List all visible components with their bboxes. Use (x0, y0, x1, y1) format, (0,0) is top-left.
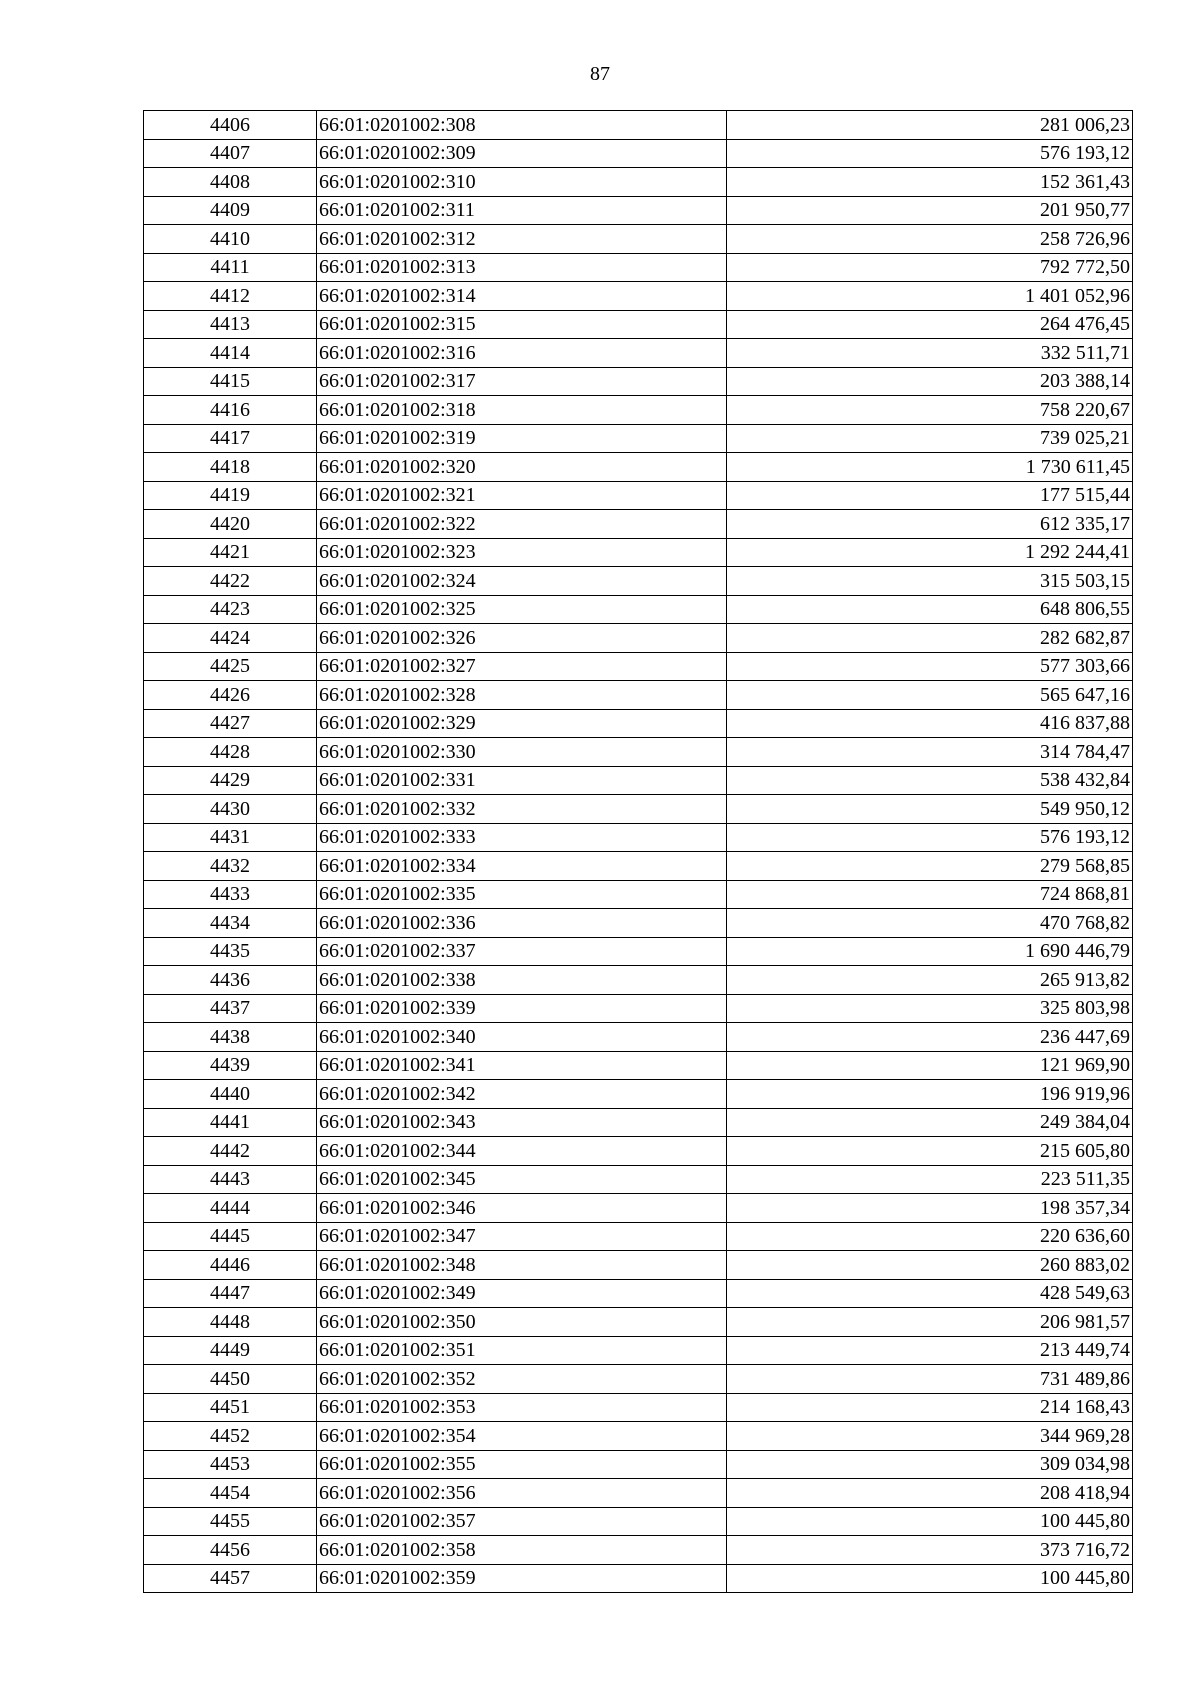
cadastral-value-cell: 1 401 052,96 (727, 282, 1133, 311)
cadastral-number-cell: 66:01:0201002:342 (317, 1080, 727, 1109)
row-number-cell: 4445 (144, 1222, 317, 1251)
cadastral-value-cell: 373 716,72 (727, 1536, 1133, 1565)
table-row (144, 1108, 1133, 1137)
row-number-cell: 4436 (144, 966, 317, 995)
row-number-cell: 4414 (144, 339, 317, 368)
cadastral-value-cell: 538 432,84 (727, 766, 1133, 795)
cadastral-value-cell: 223 511,35 (727, 1165, 1133, 1194)
row-number-cell: 4407 (144, 139, 317, 168)
cadastral-value-cell: 565 647,16 (727, 681, 1133, 710)
cadastral-number-cell: 66:01:0201002:356 (317, 1479, 727, 1508)
row-number-cell: 4411 (144, 253, 317, 282)
row-number-cell: 4442 (144, 1137, 317, 1166)
row-number-cell: 4455 (144, 1507, 317, 1536)
row-number-cell: 4408 (144, 168, 317, 197)
cadastral-value-cell: 206 981,57 (727, 1308, 1133, 1337)
cadastral-number-cell: 66:01:0201002:317 (317, 367, 727, 396)
registry-table (143, 110, 1133, 1593)
row-number-cell: 4406 (144, 111, 317, 140)
table-row (144, 1222, 1133, 1251)
cadastral-number-cell: 66:01:0201002:312 (317, 225, 727, 254)
table-row (144, 453, 1133, 482)
table-row (144, 253, 1133, 282)
cadastral-number-cell: 66:01:0201002:315 (317, 310, 727, 339)
row-number-cell: 4421 (144, 538, 317, 567)
row-number-cell: 4453 (144, 1450, 317, 1479)
cadastral-number-cell: 66:01:0201002:351 (317, 1336, 727, 1365)
cadastral-value-cell: 220 636,60 (727, 1222, 1133, 1251)
table-row (144, 880, 1133, 909)
row-number-cell: 4441 (144, 1108, 317, 1137)
cadastral-value-cell: 264 476,45 (727, 310, 1133, 339)
row-number-cell: 4410 (144, 225, 317, 254)
row-number-cell: 4447 (144, 1279, 317, 1308)
cadastral-number-cell: 66:01:0201002:358 (317, 1536, 727, 1565)
row-number-cell: 4433 (144, 880, 317, 909)
row-number-cell: 4434 (144, 909, 317, 938)
table-row (144, 1450, 1133, 1479)
table-row (144, 595, 1133, 624)
registry-table-body (144, 111, 1133, 1593)
cadastral-value-cell: 612 335,17 (727, 510, 1133, 539)
row-number-cell: 4437 (144, 994, 317, 1023)
table-row (144, 367, 1133, 396)
row-number-cell: 4448 (144, 1308, 317, 1337)
row-number-cell: 4427 (144, 709, 317, 738)
row-number-cell: 4419 (144, 481, 317, 510)
row-number-cell: 4423 (144, 595, 317, 624)
cadastral-number-cell: 66:01:0201002:352 (317, 1365, 727, 1394)
table-row (144, 937, 1133, 966)
cadastral-value-cell: 344 969,28 (727, 1422, 1133, 1451)
row-number-cell: 4424 (144, 624, 317, 653)
cadastral-value-cell: 470 768,82 (727, 909, 1133, 938)
cadastral-number-cell: 66:01:0201002:349 (317, 1279, 727, 1308)
table-row (144, 994, 1133, 1023)
cadastral-number-cell: 66:01:0201002:308 (317, 111, 727, 140)
cadastral-number-cell: 66:01:0201002:341 (317, 1051, 727, 1080)
cadastral-value-cell: 1 690 446,79 (727, 937, 1133, 966)
cadastral-number-cell: 66:01:0201002:347 (317, 1222, 727, 1251)
cadastral-number-cell: 66:01:0201002:325 (317, 595, 727, 624)
page-number: 87 (590, 63, 610, 85)
cadastral-value-cell: 258 726,96 (727, 225, 1133, 254)
table-row (144, 738, 1133, 767)
table-row (144, 339, 1133, 368)
cadastral-number-cell: 66:01:0201002:336 (317, 909, 727, 938)
cadastral-number-cell: 66:01:0201002:353 (317, 1393, 727, 1422)
table-row (144, 225, 1133, 254)
cadastral-value-cell: 428 549,63 (727, 1279, 1133, 1308)
cadastral-value-cell: 332 511,71 (727, 339, 1133, 368)
table-row (144, 196, 1133, 225)
table-row (144, 795, 1133, 824)
table-row (144, 1137, 1133, 1166)
row-number-cell: 4415 (144, 367, 317, 396)
row-number-cell: 4444 (144, 1194, 317, 1223)
table-row (144, 310, 1133, 339)
row-number-cell: 4443 (144, 1165, 317, 1194)
cadastral-value-cell: 731 489,86 (727, 1365, 1133, 1394)
row-number-cell: 4439 (144, 1051, 317, 1080)
row-number-cell: 4457 (144, 1564, 317, 1593)
cadastral-value-cell: 577 303,66 (727, 652, 1133, 681)
cadastral-value-cell: 260 883,02 (727, 1251, 1133, 1280)
cadastral-value-cell: 549 950,12 (727, 795, 1133, 824)
row-number-cell: 4435 (144, 937, 317, 966)
cadastral-value-cell: 265 913,82 (727, 966, 1133, 995)
cadastral-number-cell: 66:01:0201002:339 (317, 994, 727, 1023)
table-row (144, 1279, 1133, 1308)
table-row (144, 1479, 1133, 1508)
cadastral-number-cell: 66:01:0201002:333 (317, 823, 727, 852)
cadastral-number-cell: 66:01:0201002:354 (317, 1422, 727, 1451)
row-number-cell: 4440 (144, 1080, 317, 1109)
row-number-cell: 4430 (144, 795, 317, 824)
table-row (144, 909, 1133, 938)
cadastral-number-cell: 66:01:0201002:318 (317, 396, 727, 425)
cadastral-number-cell: 66:01:0201002:329 (317, 709, 727, 738)
row-number-cell: 4452 (144, 1422, 317, 1451)
cadastral-number-cell: 66:01:0201002:338 (317, 966, 727, 995)
table-row (144, 1080, 1133, 1109)
table-row (144, 424, 1133, 453)
cadastral-number-cell: 66:01:0201002:345 (317, 1165, 727, 1194)
cadastral-number-cell: 66:01:0201002:331 (317, 766, 727, 795)
cadastral-value-cell: 282 682,87 (727, 624, 1133, 653)
cadastral-value-cell: 739 025,21 (727, 424, 1133, 453)
cadastral-value-cell: 576 193,12 (727, 823, 1133, 852)
table-row (144, 168, 1133, 197)
table-row (144, 852, 1133, 881)
table-row (144, 481, 1133, 510)
row-number-cell: 4426 (144, 681, 317, 710)
cadastral-value-cell: 201 950,77 (727, 196, 1133, 225)
row-number-cell: 4456 (144, 1536, 317, 1565)
cadastral-number-cell: 66:01:0201002:311 (317, 196, 727, 225)
cadastral-number-cell: 66:01:0201002:322 (317, 510, 727, 539)
table-row (144, 139, 1133, 168)
row-number-cell: 4413 (144, 310, 317, 339)
table-row (144, 396, 1133, 425)
row-number-cell: 4431 (144, 823, 317, 852)
cadastral-value-cell: 1 292 244,41 (727, 538, 1133, 567)
cadastral-number-cell: 66:01:0201002:357 (317, 1507, 727, 1536)
table-row (144, 624, 1133, 653)
table-row (144, 681, 1133, 710)
row-number-cell: 4409 (144, 196, 317, 225)
row-number-cell: 4425 (144, 652, 317, 681)
cadastral-value-cell: 121 969,90 (727, 1051, 1133, 1080)
cadastral-number-cell: 66:01:0201002:359 (317, 1564, 727, 1593)
cadastral-value-cell: 213 449,74 (727, 1336, 1133, 1365)
row-number-cell: 4429 (144, 766, 317, 795)
cadastral-value-cell: 208 418,94 (727, 1479, 1133, 1508)
cadastral-number-cell: 66:01:0201002:326 (317, 624, 727, 653)
table-row (144, 1422, 1133, 1451)
cadastral-value-cell: 203 388,14 (727, 367, 1133, 396)
cadastral-number-cell: 66:01:0201002:340 (317, 1023, 727, 1052)
cadastral-value-cell: 236 447,69 (727, 1023, 1133, 1052)
cadastral-number-cell: 66:01:0201002:337 (317, 937, 727, 966)
cadastral-value-cell: 309 034,98 (727, 1450, 1133, 1479)
table-row (144, 1507, 1133, 1536)
cadastral-number-cell: 66:01:0201002:328 (317, 681, 727, 710)
cadastral-value-cell: 198 357,34 (727, 1194, 1133, 1223)
cadastral-number-cell: 66:01:0201002:344 (317, 1137, 727, 1166)
cadastral-number-cell: 66:01:0201002:323 (317, 538, 727, 567)
row-number-cell: 4412 (144, 282, 317, 311)
row-number-cell: 4428 (144, 738, 317, 767)
cadastral-value-cell: 152 361,43 (727, 168, 1133, 197)
cadastral-number-cell: 66:01:0201002:319 (317, 424, 727, 453)
row-number-cell: 4420 (144, 510, 317, 539)
cadastral-value-cell: 758 220,67 (727, 396, 1133, 425)
row-number-cell: 4451 (144, 1393, 317, 1422)
table-row (144, 282, 1133, 311)
cadastral-value-cell: 416 837,88 (727, 709, 1133, 738)
cadastral-number-cell: 66:01:0201002:330 (317, 738, 727, 767)
table-row (144, 538, 1133, 567)
table-row (144, 1393, 1133, 1422)
cadastral-value-cell: 214 168,43 (727, 1393, 1133, 1422)
cadastral-number-cell: 66:01:0201002:310 (317, 168, 727, 197)
table-row (144, 1023, 1133, 1052)
table-row (144, 1194, 1133, 1223)
cadastral-value-cell: 724 868,81 (727, 880, 1133, 909)
cadastral-value-cell: 215 605,80 (727, 1137, 1133, 1166)
cadastral-value-cell: 315 503,15 (727, 567, 1133, 596)
cadastral-number-cell: 66:01:0201002:320 (317, 453, 727, 482)
cadastral-value-cell: 648 806,55 (727, 595, 1133, 624)
cadastral-value-cell: 100 445,80 (727, 1507, 1133, 1536)
row-number-cell: 4446 (144, 1251, 317, 1280)
cadastral-value-cell: 281 006,23 (727, 111, 1133, 140)
cadastral-number-cell: 66:01:0201002:324 (317, 567, 727, 596)
table-row (144, 510, 1133, 539)
table-row (144, 1365, 1133, 1394)
row-number-cell: 4450 (144, 1365, 317, 1394)
cadastral-number-cell: 66:01:0201002:313 (317, 253, 727, 282)
table-row (144, 709, 1133, 738)
cadastral-number-cell: 66:01:0201002:343 (317, 1108, 727, 1137)
table-row (144, 567, 1133, 596)
row-number-cell: 4417 (144, 424, 317, 453)
cadastral-value-cell: 314 784,47 (727, 738, 1133, 767)
table-row (144, 966, 1133, 995)
cadastral-value-cell: 196 919,96 (727, 1080, 1133, 1109)
row-number-cell: 4438 (144, 1023, 317, 1052)
table-row (144, 1564, 1133, 1593)
row-number-cell: 4449 (144, 1336, 317, 1365)
row-number-cell: 4416 (144, 396, 317, 425)
cadastral-number-cell: 66:01:0201002:316 (317, 339, 727, 368)
cadastral-number-cell: 66:01:0201002:332 (317, 795, 727, 824)
table-row (144, 1251, 1133, 1280)
table-row (144, 766, 1133, 795)
cadastral-value-cell: 1 730 611,45 (727, 453, 1133, 482)
cadastral-number-cell: 66:01:0201002:350 (317, 1308, 727, 1337)
cadastral-value-cell: 100 445,80 (727, 1564, 1133, 1593)
table-row (144, 1165, 1133, 1194)
cadastral-value-cell: 325 803,98 (727, 994, 1133, 1023)
cadastral-number-cell: 66:01:0201002:348 (317, 1251, 727, 1280)
cadastral-number-cell: 66:01:0201002:309 (317, 139, 727, 168)
cadastral-value-cell: 177 515,44 (727, 481, 1133, 510)
cadastral-number-cell: 66:01:0201002:335 (317, 880, 727, 909)
row-number-cell: 4418 (144, 453, 317, 482)
table-row (144, 1308, 1133, 1337)
row-number-cell: 4422 (144, 567, 317, 596)
row-number-cell: 4454 (144, 1479, 317, 1508)
cadastral-number-cell: 66:01:0201002:327 (317, 652, 727, 681)
cadastral-number-cell: 66:01:0201002:346 (317, 1194, 727, 1223)
cadastral-value-cell: 576 193,12 (727, 139, 1133, 168)
table-row (144, 111, 1133, 140)
table-row (144, 1336, 1133, 1365)
cadastral-number-cell: 66:01:0201002:314 (317, 282, 727, 311)
cadastral-value-cell: 279 568,85 (727, 852, 1133, 881)
table-row (144, 652, 1133, 681)
cadastral-number-cell: 66:01:0201002:355 (317, 1450, 727, 1479)
cadastral-number-cell: 66:01:0201002:321 (317, 481, 727, 510)
table-row (144, 1051, 1133, 1080)
table-row (144, 1536, 1133, 1565)
table-row (144, 823, 1133, 852)
row-number-cell: 4432 (144, 852, 317, 881)
cadastral-value-cell: 249 384,04 (727, 1108, 1133, 1137)
cadastral-value-cell: 792 772,50 (727, 253, 1133, 282)
cadastral-number-cell: 66:01:0201002:334 (317, 852, 727, 881)
